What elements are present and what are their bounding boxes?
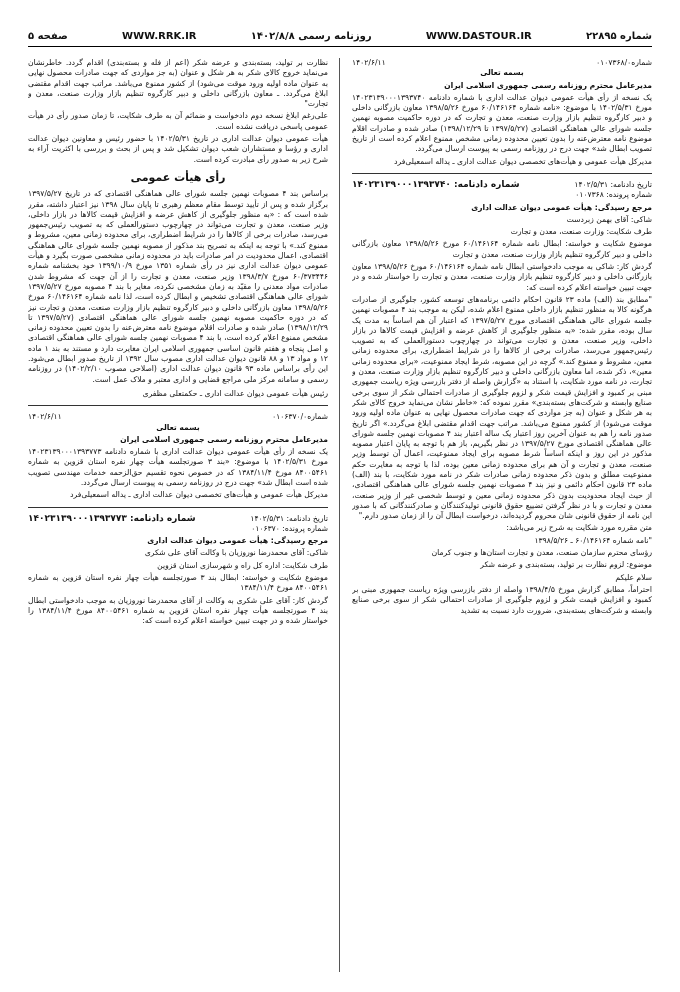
regulation-recipient: رؤسای محترم سازمان صنعت، معدن و تجارت استان‌ها و جنوب کرمان bbox=[431, 548, 652, 558]
letter-date: ۱۴۰۲/۶/۱۱ bbox=[352, 58, 386, 67]
plaintiff: شاکی: آقای بهمن زبردست bbox=[566, 214, 652, 224]
plaintiff-2: شاکی: آقای محمدرضا نوروزیان با وکالت آقای علی شکری bbox=[144, 548, 328, 558]
letter-sender-2: مدیرکل هیأت عمومی و هیأت‌های تخصصی دیوان عدالت اداری ـ یداله اسمعیلی‌فرد bbox=[70, 490, 328, 500]
issue-number: شماره ۲۲۸۹۵ bbox=[586, 30, 652, 42]
proceedings-2: گردش کار: آقای علی شکری به وکالت از آقای محمدرضا نوروزیان به موجب دادخواستی ابطال بند ۳ صورتجلسه هیأت چهار نفره استان قزوین به شماره ۸۴۰۰۵۴۶۱ مورخ ۱۳۸۴/۱۱/۴ را خواستار شده و در جهت تبیین خواسته اعلام کرده است که: bbox=[28, 595, 328, 626]
defendant: طرف شکایت: وزارت صنعت، معدن و تجارت bbox=[510, 227, 652, 237]
authority-2: مرجع رسیدگی: هیأت عمومی دیوان عدالت اداری bbox=[147, 536, 328, 546]
verdict-date: تاریخ دادنامه: ۱۴۰۲/۵/۳۱ bbox=[574, 179, 652, 189]
verdict-meta bbox=[352, 180, 652, 190]
verdict-meta-2 bbox=[28, 514, 328, 524]
left-column bbox=[28, 58, 328, 972]
addressee-2: مدیرعامل محترم روزنامه رسمی جمهوری اسلامی ایران bbox=[120, 434, 328, 444]
letter-meta bbox=[352, 58, 652, 68]
letter-intro: یک نسخه از رأی هیأت عمومی دیوان عدالت اداری با شماره دادنامه ۱۴۰۲۳۱۳۹۰۰۰۱۳۹۳۷۴۰ مورخ ۱۴۰۲/۵/۳۱ با موضوع: «نامه شماره ۶۰/۱۴۶۱۶۴ مورخ ۱۳۹۸/۵/۲۶ معاون بازرگانی داخلی و دبیر کارگروه تنظیم بازار وزارت صنعت، معدن و تجارت که در دوره حاکمیت مصوبه نهمین جلسه شورای عالی هماهنگی اقتصادی (۱۳۹۷/۵/۲۷ تا ۱۳۹۸/۱۲/۲۹) صادر شده و صادرات اقلام موضوع نامه معترض‌عنه را بدون تعیین محدوده زمانی مشخص ممنوع اعلام کرده است از تاریخ تصویب ابطال شد» جهت درج در روزنامه رسمی به پیوست ارسال می‌گردد. bbox=[352, 92, 652, 154]
authority: مرجع رسیدگی: هیأت عمومی دیوان عدالت اداری bbox=[471, 202, 652, 212]
right-column bbox=[352, 58, 652, 972]
column-divider bbox=[339, 58, 340, 972]
regulation-body: احتراماً، مطابق گزارش مورخ ۱۳۹۸/۴/۵ واصله از دفتر بازرسی ویژه ریاست جمهوری مبنی بر کمبود و افزایش قیمت شکر و لزوم جلوگیری از صادرات احتمالی شکر از سوی برخی صنایع وابسته و شرکت‌های بسته‌بندی، ضرورت دارد نسبت به تشدید bbox=[352, 584, 652, 615]
separator bbox=[352, 173, 652, 174]
addressee: مدیرعامل محترم روزنامه رسمی جمهوری اسلامی ایران bbox=[444, 80, 652, 90]
ruling-text: براساس بند ۴ مصوبات نهمین جلسه شورای عالی هماهنگی اقتصادی که در تاریخ ۱۳۹۷/۵/۲۷ برگزار شده و پس از تأیید توسط مقام معظم رهبری تا پایان سال ۱۳۹۸ نیز اعتبار داشته، مقرر شده است که : «به منظور جلوگیری از کاهش عرضه و افزایش قیمت کالاها در بازار داخلی، وزیر صنعت، معدن و تجارت می‌تواند در چهارچوب دستورالعملی که به تصویب رئیس‌جمهور می‌رسد، صادرات برخی از کالاها را در شرایط اضطراری، برای محدوده زمانی معین، مشروط و ممنوع کند.» با توجه به اینکه به تصریح بند مذکور از مصوبه نهمین جلسه شورای عالی هماهنگی اقتصادی، اعمال محدودیت در امر صادرات باید در محدوده زمانی مشخصی صورت بگیرد و هیأت عمومی دیوان عدالت اداری نیز در رأی شماره ۱۳۵۱ مورخ ۱۳۹۹/۱۰/۹ خود بخشنامه شماره ۶۰/۳۷۳۴۴۶ مورخ ۱۳۹۸/۳/۷ وزیر صنعت، معدن و تجارت را از آن جهت که مشروط شدن صادرات مواد معدنی را مقیّد به زمان مشخصی نکرده، مغایر با بند ۴ مصوبه مورخ ۱۳۹۷/۵/۲۷ شورای عالی هماهنگی اقتصادی تشخیص و ابطال کرده است، لذا نامه شماره ۶۰/۱۴۶۱۶۴ مورخ ۱۳۹۸/۵/۲۶ معاون بازرگانی داخلی و دبیر کارگروه تنظیم بازار وزارت صنعت، معدن و تجارت نیز که در دوره حاکمیت مصوبه نهمین جلسه شورای عالی هماهنگی اقتصادی (۱۳۹۷/۵/۲۷ تا ۱۳۹۸/۱۲/۲۹) صادر شده و صادرات اقلام موضوع نامه معترض‌عنه را بدون تعیین محدوده زمانی مشخص ممنوع اعلام کرده است، با بند ۴ مصوبات نهمین جلسه شورای عالی هماهنگی اقتصادی و اصل پنجاه و هفتم قانون اساسی جمهوری اسلامی ایران مغایرت دارد و مستند به بند ۱ ماده ۱۲ و مواد ۱۳ و ۸۸ قانون دیوان عدالت اداری مصوب سال ۱۳۹۲ از تاریخ صدور ابطال می‌شود. این رأی براساس ماده ۹۳ قانون دیوان عدالت اداری (اصلاحی مصوب ۱۴۰۲/۲/۱۰) در روزنامه رسمی و سامانه مرکز ملی مراجع قضایی و اداری معتبر و ملاک عمل است. bbox=[28, 189, 328, 384]
basmala-2: بسمه تعالی bbox=[156, 422, 200, 432]
verdict-date-2: تاریخ دادنامه: ۱۴۰۲/۵/۳۱ bbox=[250, 513, 328, 523]
letter-intro-2: یک نسخه از رأی هیأت عمومی دیوان عدالت اداری با شماره دادنامه ۱۴۰۲۳۱۳۹۰۰۰۱۳۹۳۷۷۳ مورخ ۱۴۰۲/۵/۳۱ با موضوع: «بند ۳ صورتجلسه هیأت چهار نفره استان قزوین به شماره ۸۴۰۰۵۴۶۱ مورخ ۱۳۸۴/۱۱/۴ که در خصوص نحوه تقسیم حق‌الزحمه خدمات مهندسی تصویب شده است ابطال شد» جهت درج در روزنامه رسمی به پیوست ارسال می‌گردد. bbox=[28, 447, 328, 487]
page-number: صفحه ۵ bbox=[28, 30, 68, 42]
separator bbox=[28, 507, 328, 508]
letter-meta-2 bbox=[28, 412, 328, 422]
complaint-text: "مطابق بند (الف) ماده ۲۳ قانون احکام دائمی برنامه‌های توسعه کشور، جلوگیری از صادرات هرگونه کالا به منظور تنظیم بازار داخلی ممنوع اعلام شده، لیکن به موجب بند ۴ مصوبات نهمین جلسه شورای عالی هماهنگی اقتصادی مورخ ۱۳۹۷/۵/۲۷ که اعتبار آن هم اساساً به مدت یک سال بوده، مقرر شده: «به منظور جلوگیری از کاهش عرضه و افزایش قیمت کالاها در بازار داخلی، وزیر صنعت، معدن و تجارت می‌تواند در چهارچوب دستورالعملی که به تصویب رئیس‌جمهور می‌رسد، صادرات برخی از کالاها را در شرایط اضطراری، برای محدوده زمانی معین، مشروط و ممنوع کند.» گرچه در این مصوبه، شرط ایجاد ممنوعیت، «برای محدوده زمانی معین»، ذکر شده، اما معاون بازرگانی داخلی و دبیر کارگروه تنظیم بازار وزارت صنعت، معدن و تجارت، در نامه مورد شکایت، با استناد به «گزارش واصله از دفتر بازرسی ویژه ریاست جمهوری مبنی بر کمبود و افزایش قیمت شکر و لزوم جلوگیری از صادرات احتمالی شکر از سوی برخی صنایع وابسته و شرکت‌های بسته‌بندی» مقرر نموده که: «خاطر نشان می‌نماید خروج کالای شکر به هر شکل و عنوان (به جز مواردی که جهت صادرات محصول نهایی به عنوان ماده اولیه ورود موقت می‌شود) از کشور ممنوع می‌باشد. مراتب جهت اقدام مقتضی ابلاغ می‌گردد.» اگر تاریخ صدور نامه را هم به عنوان آخرین روز اعتبار یک ساله اعتبار بند ۴ مصوبات نهمین جلسه شورای عالی هماهنگی اقتصادی مورخ ۱۳۹۷/۵/۲۷ در نظر بگیریم، باز هم با توجه به پایان اعتبار مصوبه مذکور در این روز و اینکه اساساً شرط مصوبه برای ایجاد ممنوعیت، اعمال آن توسط وزیر صنعت، معدن و تجارت و آن هم برای محدوده زمانی معین بوده، لذا با توجه به مغایرت حکم ممنوعیت مطلق و بدون ذکر محدوده زمانی صادرات شکر در نامه مورد شکایت، با بند (الف) ماده ۲۳ قانون احکام دائمی و نیز بند ۴ مصوبات نهمین جلسه شورای عالی هماهنگی اقتصادی، از حیث ایجاد محدودیت بدون ذکر محدوده زمانی معین و توسط شخصی غیر از وزیر صنعت، معدن و تجارت و با در نظر گرفتن تضییع حقوق قانونی تولیدکنندگان و صادرکنندگانی که با صدور این نامه از حقوق قانونی شان محروم گردیده‌اند، درخواست ابطال آن را از زمان صدور دارم." bbox=[352, 294, 652, 521]
letter-number: شماره۰۱۰۷۳۶۸/۰ bbox=[596, 58, 652, 67]
case-number: شماره پرونده: ۰۱۰۷۳۶۸ bbox=[575, 190, 652, 200]
defendant-2: طرف شکایت: اداره کل راه و شهرسازی استان قزوین bbox=[157, 560, 328, 570]
verdict-number: شماره دادنامه: ۱۴۰۲۳۱۳۹۰۰۰۱۳۹۳۷۴۰ bbox=[352, 179, 520, 190]
ruling-title: رأی هیأت عمومی bbox=[130, 170, 226, 184]
regulation-greeting: سلام علیکم bbox=[615, 572, 652, 582]
response-notice: علی‌رغم ابلاغ نسخه دوم دادخواست و ضمائم آن به طرف شکایت، تا زمان صدور رأی در هیأت عمومی پاسخی دریافت نشده است. bbox=[28, 111, 328, 131]
regulation-continuation: نظارت بر تولید، بسته‌بندی و عرضه شکر (اعم از فله و بسته‌بندی) اقدام گردد. خاطرنشان می‌نماید خروج کالای شکر به هر شکل و عنوان (به جز مواردی که جهت صادرات محصول نهایی به عنوان ماده اولیه ورود موقت می‌شود) از کشور ممنوع می‌باشد. مراتب جهت اقدام مقتضی ابلاغ می‌گردد. ـ معاون بازرگانی داخلی و دبیر کارگروه تنظیم بازار وزارت صنعت، معدن و تجارت" bbox=[28, 58, 328, 109]
complaint-subject: موضوع شکایت و خواسته: ابطال نامه شماره ۶۰/۱۴۶۱۶۴ مورخ ۱۳۹۸/۵/۲۶ معاون بازرگانی داخلی و دبیر کارگروه تنظیم بازار وزارت صنعت، معدن و تجارت bbox=[352, 239, 652, 259]
gazette-date: روزنامه رسمی ۱۴۰۲/۸/۸ bbox=[250, 30, 372, 42]
proceedings: گردش کار: شاکی به موجب دادخواستی ابطال نامه شماره ۶۰/۱۴۶۱۶۴ مورخ ۱۳۹۸/۵/۲۶ معاون بازرگانی داخلی و دبیر کارگروه تنظیم بازار وزارت صنعت، معدن و تجارت را خواستار شده و در جهت تبیین خواسته اعلام کرده است که: bbox=[352, 262, 652, 292]
session-text: هیأت عمومی دیوان عدالت اداری در تاریخ ۱۴۰۲/۵/۳۱ با حضور رئیس و معاونین دیوان عدالت اداری و رؤسا و مستشاران شعب دیوان تشکیل شد و پس از بحث و بررسی با اکثریت آراء به شرح زیر به صدور رأی مبادرت کرده است. bbox=[28, 134, 328, 164]
case-number-2: شماره پرونده: ۰۱۰۶۳۷۰ bbox=[251, 523, 328, 533]
separator bbox=[28, 405, 328, 406]
regulation-intro: متن مقرره مورد شکایت به شرح زیر می‌باشد: bbox=[506, 523, 652, 533]
verdict-number-2: شماره دادنامه: ۱۴۰۲۳۱۳۹۰۰۰۱۳۹۳۷۷۳ bbox=[28, 513, 196, 524]
regulation-number: "نامه شماره ۶۰/۱۴۶۱۶۴ ـ ۱۳۹۸/۵/۲۶ bbox=[534, 535, 652, 545]
ruling-signer: رئیس هیأت عمومی دیوان عدالت اداری ـ حکمتعلی مظفری bbox=[142, 388, 328, 398]
site-link-rrk[interactable]: WWW.RRK.IR bbox=[122, 30, 197, 42]
complaint-subject-2: موضوع شکایت و خواسته: ابطال بند ۳ صورتجلسه هیأت چهار نفره استان قزوین به شماره ۸۴۰۰۵۴۶۱ مورخ ۱۳۸۴/۱۱/۴ bbox=[28, 573, 328, 593]
regulation-subject: موضوع: لزوم نظارت بر تولید، بسته‌بندی و عرضه شکر bbox=[480, 560, 652, 570]
letter-number-2: شماره۰۱۰۶۳۷۰/۰ bbox=[272, 412, 328, 422]
basmala: بسمه تعالی bbox=[480, 68, 524, 78]
page-header bbox=[28, 26, 652, 47]
site-link-dastour[interactable]: WWW.DASTOUR.IR bbox=[425, 30, 532, 42]
letter-date-2: ۱۴۰۲/۶/۱۱ bbox=[28, 412, 62, 422]
letter-sender: مدیرکل هیأت عمومی و هیأت‌های تخصصی دیوان عدالت اداری ـ یداله اسمعیلی‌فرد bbox=[394, 156, 652, 166]
